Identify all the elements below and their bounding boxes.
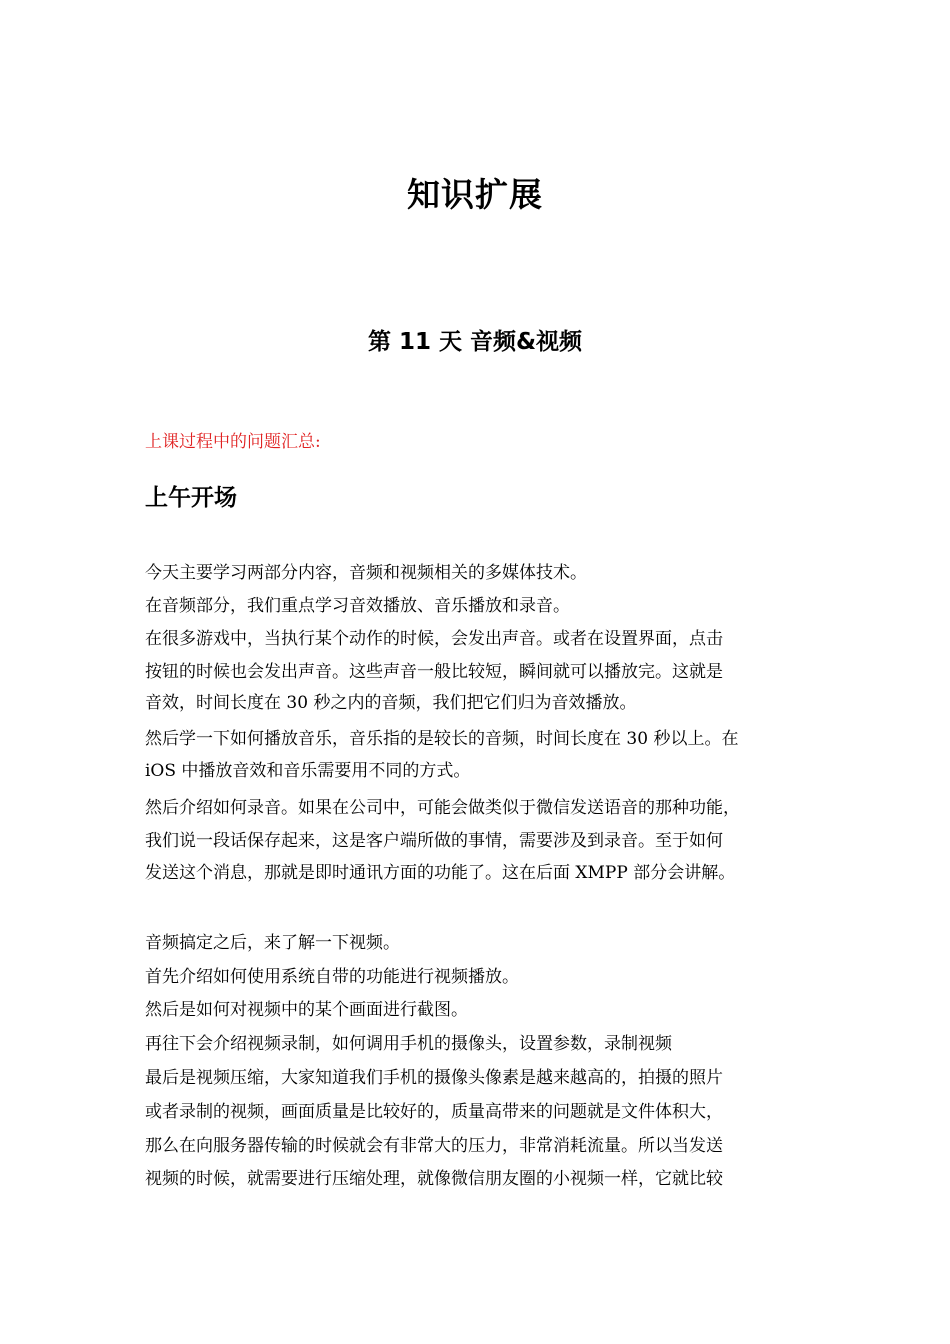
section-heading: 上午开场 bbox=[145, 485, 237, 511]
paragraph-line: 或者录制的视频，画面质量是比较好的，质量高带来的问题就是文件体积大， bbox=[145, 1102, 723, 1122]
paragraph-line: 今天主要学习两部分内容，音频和视频相关的多媒体技术。 bbox=[145, 563, 587, 583]
paragraph-line: 在音频部分，我们重点学习音效播放、音乐播放和录音。 bbox=[145, 596, 570, 616]
paragraph-line: 音频搞定之后，来了解一下视频。 bbox=[145, 933, 400, 953]
paragraph-line: 然后是如何对视频中的某个画面进行截图。 bbox=[145, 1000, 468, 1020]
paragraph-line: 视频的时候，就需要进行压缩处理，就像微信朋友圈的小视频一样，它就比较 bbox=[145, 1169, 723, 1189]
paragraph-line: 最后是视频压缩，大家知道我们手机的摄像头像素是越来越高的，拍摄的照片 bbox=[145, 1068, 723, 1088]
document-title: 知识扩展 bbox=[407, 175, 543, 214]
day-title: 第 11 天 音频&视频 bbox=[367, 329, 583, 355]
paragraph-line: 然后介绍如何录音。如果在公司中，可能会做类似于微信发送语音的那种功能， bbox=[145, 798, 740, 818]
paragraph-line: 首先介绍如何使用系统自带的功能进行视频播放。 bbox=[145, 967, 519, 987]
paragraph-line: 在很多游戏中，当执行某个动作的时候，会发出声音。或者在设置界面，点击 bbox=[145, 629, 723, 649]
issues-summary-label: 上课过程中的问题汇总: bbox=[145, 432, 321, 452]
paragraph-line: 那么在向服务器传输的时候就会有非常大的压力，非常消耗流量。所以当发送 bbox=[145, 1136, 723, 1156]
paragraph-line: 发送这个消息，那就是即时通讯方面的功能了。这在后面 XMPP 部分会讲解。 bbox=[145, 863, 736, 883]
paragraph-line: 按钮的时候也会发出声音。这些声音一般比较短，瞬间就可以播放完。这就是 bbox=[145, 662, 723, 682]
paragraph-line: 然后学一下如何播放音乐，音乐指的是较长的音频，时间长度在 30 秒以上。在 bbox=[145, 729, 739, 749]
paragraph-line: iOS 中播放音效和音乐需要用不同的方式。 bbox=[145, 761, 471, 781]
paragraph-line: 音效，时间长度在 30 秒之内的音频，我们把它们归为音效播放。 bbox=[145, 693, 637, 713]
paragraph-line: 再往下会介绍视频录制，如何调用手机的摄像头，设置参数，录制视频 bbox=[145, 1034, 672, 1054]
paragraph-line: 我们说一段话保存起来，这是客户端所做的事情，需要涉及到录音。至于如何 bbox=[145, 831, 723, 851]
